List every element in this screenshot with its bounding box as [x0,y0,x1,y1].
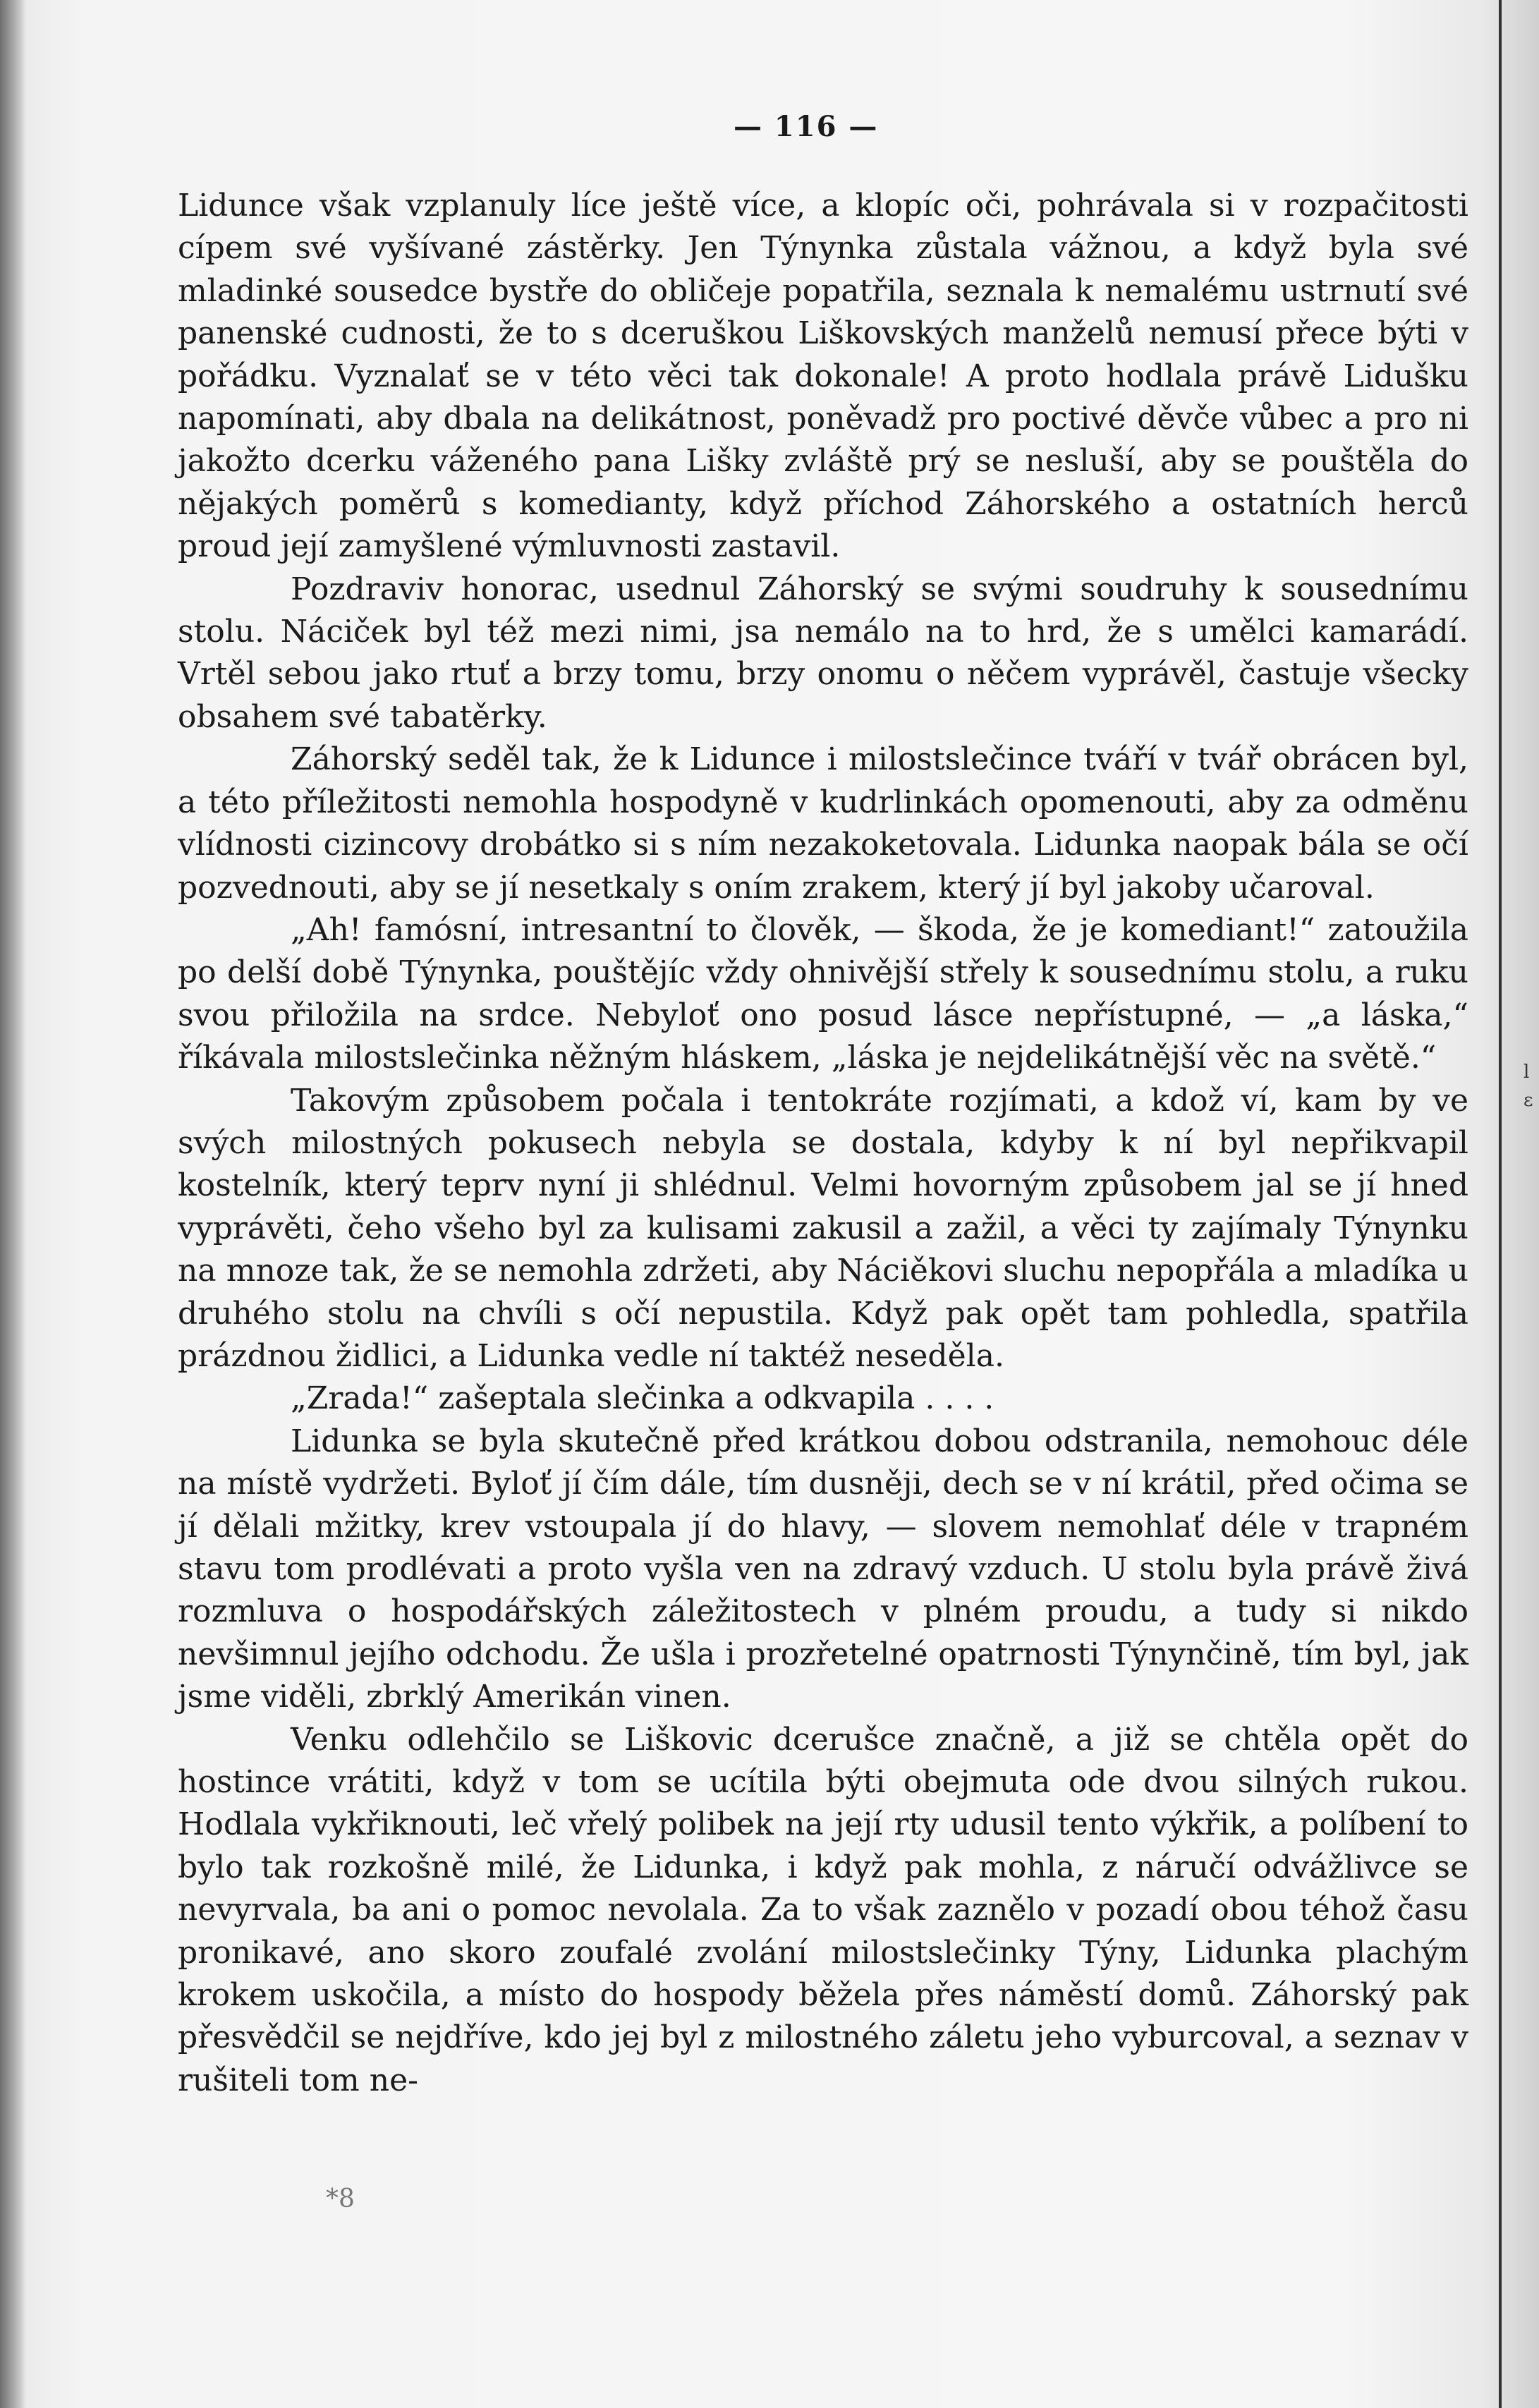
paragraph-1: Lidunce však vzplanuly líce ještě více, a klopíc oči, pohrávala si v rozpačitosti cípem své vyšívané zástěrky. Jen Týnynka zůstala vážnou, a když byla své mladinké sousedce bystře do obličeje popatřila, seznala k nemalému ustrnutí své panenské cudnosti, že to s dceruškou Liškovských manželů nemusí přece býti v pořádku. Vyznalať se v této věci tak dokonale! A proto hodlala právě Lidušku napomínati, aby dbala na delikátnost, poněvadž pro poctivé děvče vůbec a pro ni jakožto dcerku váženého pana Lišky zvláště prý se nesluší, aby se pouštěla do nějakých poměrů s komedianty, když příchod Záhorského a ostatních herců proud její zamyšlené výmluvnosti zastavil. [178,188,1468,565]
printer-signature-mark: *8 [326,2184,355,2213]
facing-page-fragment: l ε [1523,1062,1533,1111]
paragraph-3: Záhorský seděl tak, že k Lidunce i milostslečince tváří v tvář obrácen byl, a této příležitosti nemohla hospodyně v kudrlinkách opomenouti, aby za odměnu vlídnosti cizincovy drobátko si s ním nezakoketovala. Lidunka naopak bála se očí pozvednouti, aby se jí nesetkaly s oním zrakem, který jí byl jakoby učaroval. [178,741,1468,906]
paragraph-6: „Zrada!“ zašeptala slečinka a odkvapila . . . . [291,1380,994,1417]
paragraph-7: Lidunka se byla skutečně před krátkou dobou odstranila, nemohouc déle na místě vydržeti. Byloť jí čím dále, tím dusněji, dech se v ní krátil, před očima se jí dělali mžitky, krev vstoupala jí do hlavy, — slovem nemohlať déle v trapném stavu tom prodlévati a proto vyšla ven na zdravý vzduch. U stolu byla právě živá rozmluva o hospodářských záležitostech v plném proudu, a tudy si nikdo nevšimnul jejího odchodu. Že ušla i prozřetelné opatrnosti Týnynčině, tím byl, jak jsme viděli, zbrklý Amerikán vinen. [178,1423,1468,1715]
paragraph-4: „Ah! famósní, intresantní to člověk, — škoda, že je komediant!“ zatoužila po delší době Týnynka, pouštějíc vždy ohnivější střely k sousednímu stolu, a ruku svou přiložila na srdce. Nebyloť ono posud lásce nepřístupné, — „a láska,“ říkávala milostslečinka něžným hláskem, „láska je nejdelikátnější věc na světě.“ [178,911,1468,1076]
paragraph-8: Venku odlehčilo se Liškovic dcerušce značně, a již se chtěla opět do hostince vrátiti, když v tom se ucítila býti obejmuta ode dvou silných rukou. Hodlala vykřiknouti, leč vřelý polibek na její rty udusil tento výkřik, a políbení to bylo tak rozkošně milé, že Lidunka, i když pak mohla, z náručí odvážlivce se nevyrvala, ba ani o pomoc nevolala. Za to však zaznělo v pozadí obou téhož času pronikavé, ano skoro zoufalé zvolání milostslečinky Týny, Lidunka plachým krokem uskočila, a místo do hospody běžela přes náměstí domů. Záhorský pak přesvědčil se nejdříve, kdo jej byl z milostného záletu jeho vyburcoval, a seznav v rušiteli tom ne- [178,1721,1468,2098]
paragraph-5: Takovým způsobem počala i tentokráte rozjímati, a kdož ví, kam by ve svých milostných pokusech nebyla se dostala, kdyby k ní byl nepřikvapil kostelník, který teprv nyní ji shlédnul. Velmi hovorným způsobem jal se jí hned vyprávěti, čeho všeho byl za kulisami zakusil a zažil, a věci ty zajímaly Týnynku na mnoze tak, že se nemohla zdržeti, aby Náciěkovi sluchu nepopřála a mladíka u druhého stolu na chvíli s očí nepustila. Když pak opět tam pohledla, spatřila prázdnou židlici, a Lidunka vedle ní taktéž neseděla. [178,1082,1468,1374]
paragraph-2: Pozdraviv honorac, usednul Záhorský se svými soudruhy k sousednímu stolu. Náciček byl též mezi nimi, jsa nemálo na to hrd, že s umělci kamarádí. Vrtěl sebou jako rtuť a brzy tomu, brzy onomu o něčem vyprávěl, častuje všecky obsahem své tabatěrky. [178,571,1468,735]
body-text [178,185,1468,2102]
page-number: — 116 — [734,110,879,143]
